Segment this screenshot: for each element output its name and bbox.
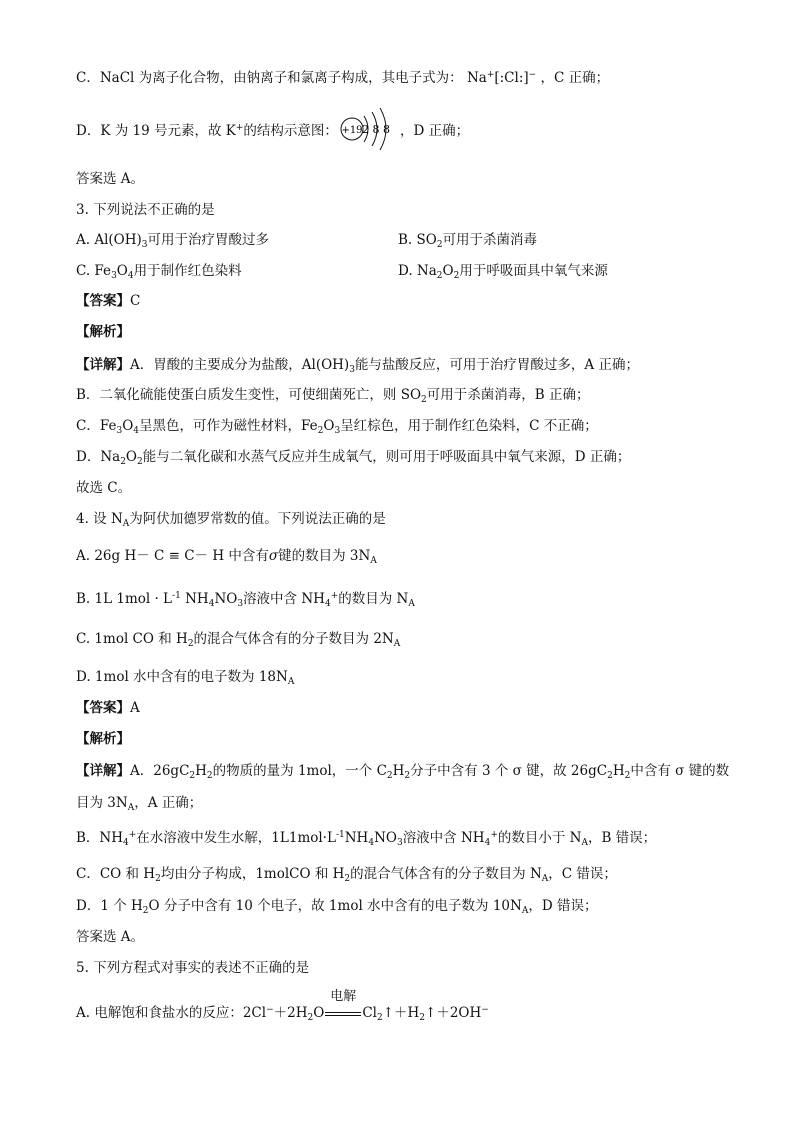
question-3-option-d: D. $Na_2O_2$用于呼吸面具中氧气来源 — [398, 263, 608, 281]
question-3-option-b: B. $SO_2$可用于杀菌消毒 — [398, 232, 538, 250]
prev-option-d-end: ，D 正确； — [400, 123, 470, 139]
question-4-detail-c: C．CO 和 $H_2$均由分子构成，1molCO 和 $H_2$的混合气体含有的分子数目为 $N_A$，C 错误； — [76, 866, 617, 884]
question-4-option-a: A. 26g H－ C ≡ C－ H 中含有σ键的数目为 $3N_A$ — [76, 548, 377, 566]
potassium-ion-structure-diagram — [338, 104, 400, 156]
question-3-option-c: C. $Fe_3O_4$用于制作红色染料 — [76, 263, 242, 281]
question-3-conclusion: 故选 C。 — [76, 480, 132, 496]
question-5-stem: 5. 下列方程式对事实的表述不正确的是 — [76, 960, 310, 976]
prev-option-c-explanation: C．NaCl 为离子化合物，由钠离子和氯离子构成，其电子式为： Na+[:Cl:]− ，C 正确； — [76, 70, 610, 86]
prev-option-d-explanation: D．K 为 19 号元素，故 K+的结构示意图： — [76, 123, 338, 139]
atom-shells-label: 2 8 8 — [362, 123, 390, 136]
question-4-option-b: B. 1L $1mol \cdot L^{-1}$ $NH_4NO_3$溶液中含 $NH_4^+$的数目为 $N_A$ — [76, 591, 415, 609]
question-4-detail-b: B．$NH_4^+$在水溶液中发生水解，$1L1mol\cdot L^{-1}NH_4NO_3$溶液中含 $NH_4^+$的数目小于 $N_A$，B 错误； — [76, 830, 657, 848]
question-5-option-a: A. 电解饱和食盐水的反应：$2Cl^-+2H_2O$ 电解 $Cl_2↑+H_2↑+2OH^-$ — [76, 989, 489, 1023]
question-3-detail-c: C．$Fe_3O_4$呈黑色，可作为磁性材料，$Fe_2O_3$呈红棕色，用于制作红色染料，C 不正确； — [76, 418, 598, 436]
question-3-detail-b: B．二氧化硫能使蛋白质发生变性，可使细菌死亡，则 $SO_2$可用于杀菌消毒，B 正确； — [76, 387, 590, 405]
atom-nucleus-label: +19 — [341, 125, 363, 136]
question-4-detail-d: D．1 个 $H_2O$ 分子中含有 10 个电子，故 1mol 水中含有的电子数为 $10N_A$，D 错误； — [76, 898, 598, 916]
question-3-stem: 3. 下列说法不正确的是 — [76, 202, 215, 218]
question-3-detail-d: D．$Na_2O_2$能与二氧化碳和水蒸气反应并生成氧气，则可用于呼吸面具中氧气来源，D 正确； — [76, 449, 631, 467]
electrolysis-condition: 电解 — [324, 1004, 362, 1022]
question-4-detail-a: 【详解】A．$26gC_2H_2$的物质的量为 1mol，一个 $C_2H_2$分子中含有 3 个 σ 键，故 $26gC_2H_2$中含有 σ 键的数 — [76, 763, 730, 781]
question-4-analysis-label: 【解析】 — [76, 731, 130, 747]
question-3-option-a: A. $Al(OH)_3$可用于治疗胃酸过多 — [76, 232, 270, 250]
prev-answer: 答案选 A。 — [76, 171, 145, 187]
question-3-answer: 【答案】C — [76, 293, 141, 309]
question-3-analysis-label: 【解析】 — [76, 324, 130, 340]
question-4-detail-a-cont: 目为 $3N_A$，A 正确； — [76, 795, 203, 813]
question-4-option-d: D. 1mol 水中含有的电子数为 $18N_A$ — [76, 669, 295, 687]
question-4-stem: 4. 设 $N_A$为阿伏加德罗常数的值。下列说法正确的是 — [76, 511, 386, 529]
question-4-option-c: C. 1mol CO 和 $H_2$的混合气体含有的分子数目为 $2N_A$ — [76, 631, 401, 649]
question-3-detail-a: 【详解】A．胃酸的主要成分为盐酸，$Al(OH)_3$能与盐酸反应，可用于治疗胃酸过多，A 正确； — [76, 357, 639, 375]
question-4-answer: 【答案】A — [76, 700, 140, 716]
question-4-conclusion: 答案选 A。 — [76, 929, 145, 945]
